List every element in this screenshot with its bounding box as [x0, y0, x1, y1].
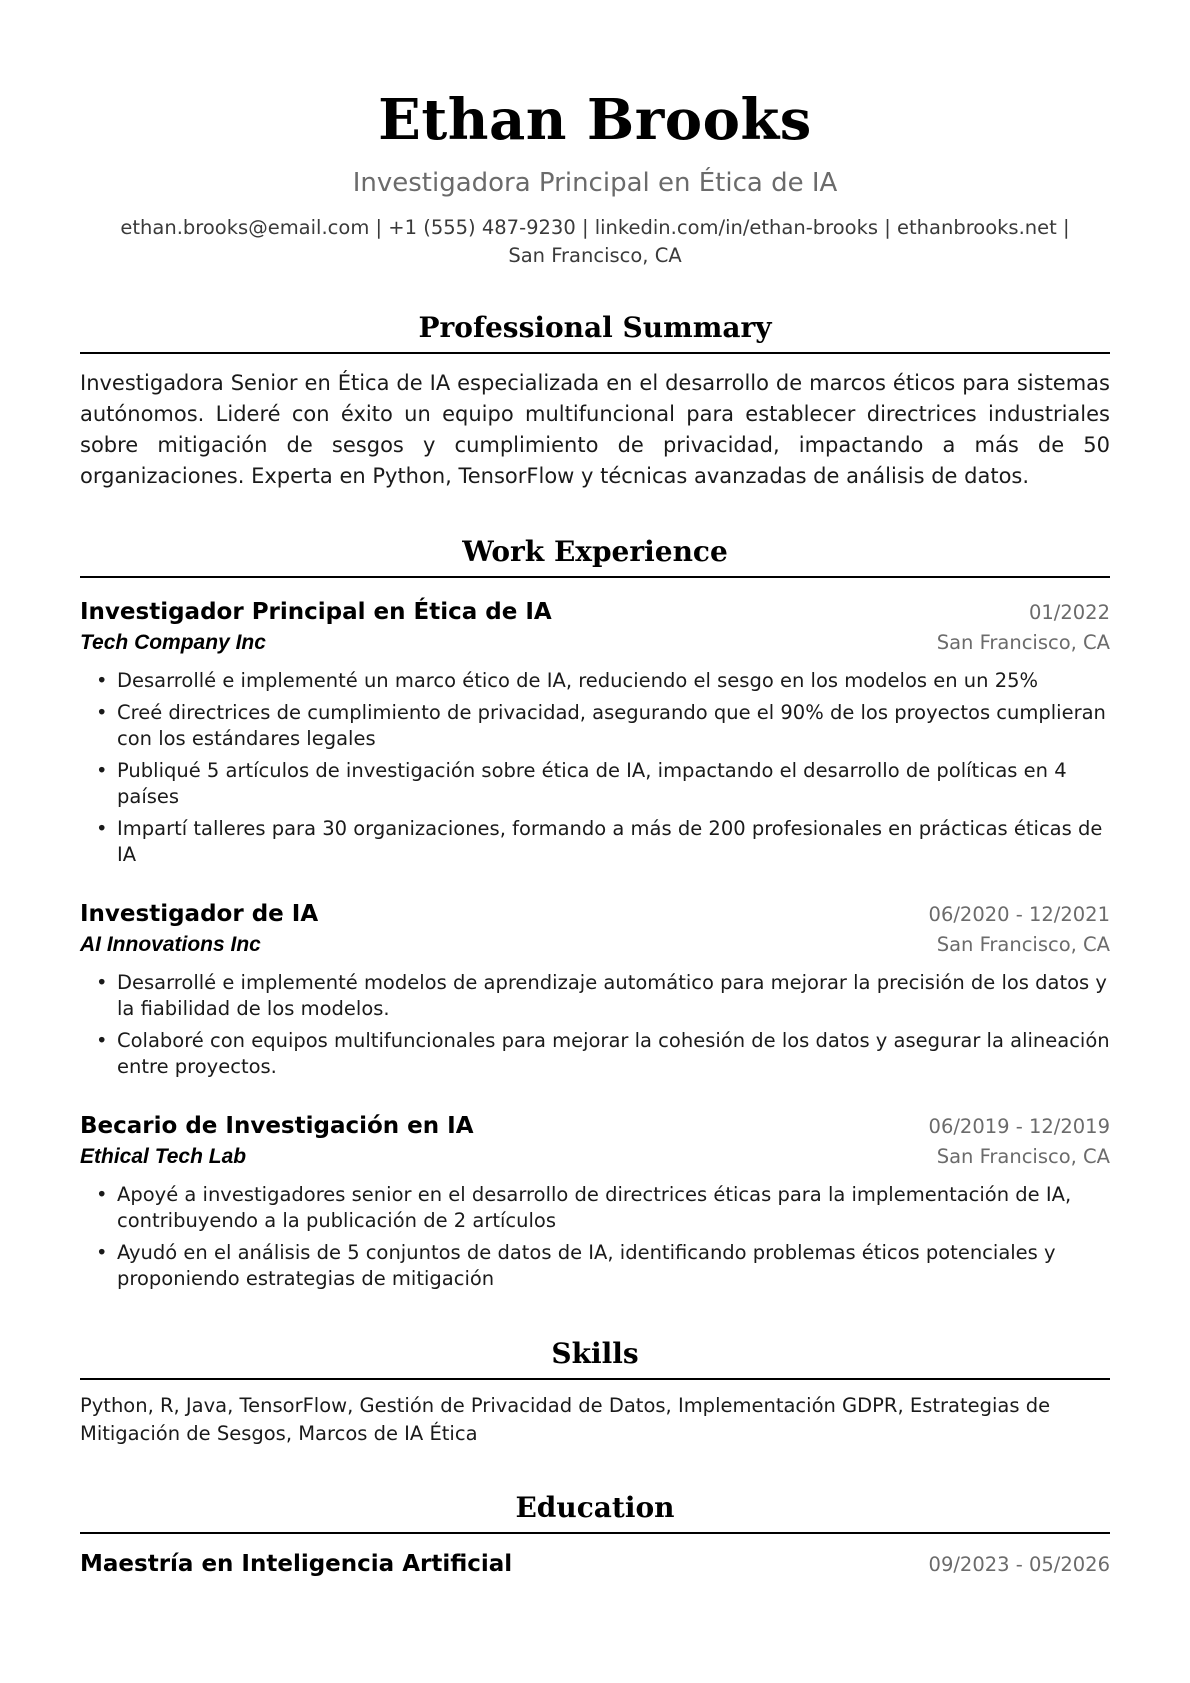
- job-bullet-text: Desarrollé e implementé un marco ético de IA, reduciendo el sesgo en los modelos en un 25%: [117, 669, 1039, 692]
- job-location: San Francisco, CA: [936, 1145, 1110, 1168]
- bullet-dot-icon: •: [96, 1183, 108, 1206]
- bullet-dot-icon: •: [96, 759, 108, 782]
- contact-line: ethan.brooks@email.com | +1 (555) 487-9230 | linkedin.com/in/ethan-brooks | ethanbrooks.net | San Francisco, CA: [120, 216, 1070, 267]
- bullet-dot-icon: •: [96, 1029, 108, 1052]
- education-heading: Education: [80, 1490, 1110, 1534]
- education-degree: Maestría en Inteligencia Artificial: [80, 1551, 513, 1577]
- education-date: 09/2023 - 05/2026: [928, 1553, 1110, 1576]
- job-bullet: [80, 1240, 1110, 1292]
- resume-header: [80, 88, 1110, 270]
- job-entry: [80, 1110, 1110, 1292]
- bullet-dot-icon: •: [96, 817, 108, 840]
- job-title-row: [80, 898, 1110, 930]
- job-bullet-text: Impartí talleres para 30 organizaciones, formando a más de 200 profesionales en prácticas éticas de IA: [117, 817, 1103, 866]
- job-company: Tech Company Inc: [80, 631, 266, 654]
- bullet-dot-icon: •: [96, 701, 108, 724]
- job-bullet: [80, 970, 1110, 1022]
- job-bullet-text: Creé directrices de cumplimiento de privacidad, asegurando que el 90% de los proyectos cumplieran con los estándares legales: [117, 701, 1106, 750]
- job-title: Investigador de IA: [80, 901, 319, 927]
- job-bullet: [80, 668, 1110, 694]
- job-company: AI Innovations Inc: [80, 933, 261, 956]
- bullet-dot-icon: •: [96, 1241, 108, 1264]
- job-date: 01/2022: [1028, 601, 1110, 624]
- job-bullet-text: Desarrollé e implementé modelos de aprendizaje automático para mejorar la precisión de los datos y la fiabilidad de los modelos.: [117, 971, 1107, 1020]
- job-date: 06/2020 - 12/2021: [928, 903, 1110, 926]
- job-company-row: [80, 628, 1110, 658]
- bullet-dot-icon: •: [96, 669, 108, 692]
- job-bullet-text: Ayudó en el análisis de 5 conjuntos de datos de IA, identificando problemas éticos potenciales y proponiendo estrategias de mitigación: [117, 1241, 1056, 1290]
- job-location: San Francisco, CA: [936, 631, 1110, 654]
- job-bullets: [80, 668, 1110, 868]
- job-title: Investigador Principal en Ética de IA: [80, 599, 552, 625]
- skills-heading: Skills: [80, 1336, 1110, 1380]
- job-location: San Francisco, CA: [936, 933, 1110, 956]
- education-entry: [80, 1548, 1110, 1580]
- job-bullets: [80, 970, 1110, 1080]
- job-company-row: [80, 1142, 1110, 1172]
- candidate-name: Ethan Brooks: [378, 87, 812, 153]
- job-bullet: [80, 700, 1110, 752]
- job-bullet: [80, 816, 1110, 868]
- job-title-row: [80, 596, 1110, 628]
- job-bullet-text: Publiqué 5 artículos de investigación sobre ética de IA, impactando el desarrollo de políticas en 4 países: [117, 759, 1067, 808]
- job-date: 06/2019 - 12/2019: [928, 1115, 1110, 1138]
- job-title-row: [80, 1110, 1110, 1142]
- job-bullet-text: Apoyé a investigadores senior en el desarrollo de directrices éticas para la implementación de IA, contribuyendo a la publicación de 2 artículos: [117, 1183, 1072, 1232]
- summary-text: Investigadora Senior en Ética de IA especializada en el desarrollo de marcos éticos para sistemas autónomos. Lideré con éxito un equipo multifuncional para establecer directrices industriales sobre mitigación de sesgos y cumplimiento de privacidad, impactando a más de 50 organizaciones. Experta en Python, TensorFlow y técnicas avanzadas de análisis de datos.: [80, 371, 1110, 488]
- job-company: Ethical Tech Lab: [80, 1145, 247, 1168]
- work-experience-heading: Work Experience: [80, 534, 1110, 578]
- candidate-title: Investigadora Principal en Ética de IA: [352, 168, 838, 198]
- skills-text: Python, R, Java, TensorFlow, Gestión de Privacidad de Datos, Implementación GDPR, Estrategias de Mitigación de Sesgos, Marcos de IA Ética: [80, 1394, 1051, 1445]
- job-bullet: [80, 758, 1110, 810]
- job-bullets: [80, 1182, 1110, 1292]
- job-bullet-text: Colaboré con equipos multifuncionales para mejorar la cohesión de los datos y asegurar la alineación entre proyectos.: [117, 1029, 1110, 1078]
- bullet-dot-icon: •: [96, 971, 108, 994]
- job-bullet: [80, 1182, 1110, 1234]
- summary-heading: Professional Summary: [80, 310, 1110, 354]
- job-entry: [80, 596, 1110, 868]
- job-title: Becario de Investigación en IA: [80, 1113, 474, 1139]
- job-bullet: [80, 1028, 1110, 1080]
- job-entry: [80, 898, 1110, 1080]
- job-company-row: [80, 930, 1110, 960]
